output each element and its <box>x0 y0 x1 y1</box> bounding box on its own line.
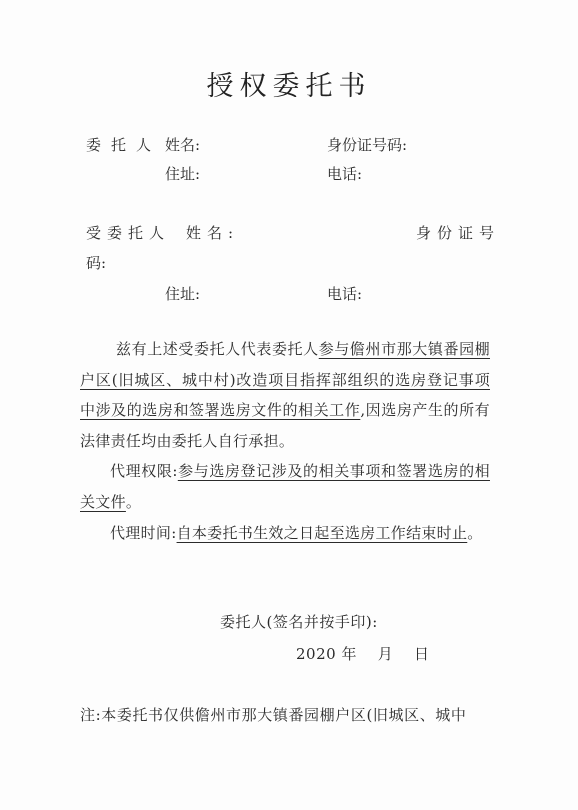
agency-period-label: 代理时间: <box>110 524 177 542</box>
signature-label: 委托人(签名并按手印): <box>220 613 378 631</box>
agency-scope-underlined: 参与选房登记涉及的相关事项和签署选房的相关文件 <box>80 462 490 511</box>
agency-period-underlined: 自本委托书生效之日起至选房工作结束时止 <box>176 524 468 542</box>
agency-scope-paragraph <box>80 456 490 517</box>
agent-id-label-cont: 码: <box>86 254 107 272</box>
principal-address-label: 住址: <box>165 165 201 183</box>
signature-date: 2020 年 月 日 <box>296 645 430 663</box>
agency-scope-label: 代理权限: <box>110 462 178 480</box>
authorization-scope-underlined: 参与儋州市那大镇番园棚户区(旧城区、城中村)改造项目指挥部组织的选房登记事项中涉及的选房和签署选房文件的相关工作 <box>80 340 490 419</box>
agent-name-label: 姓名: <box>186 224 240 242</box>
paragraph-tail: ,因选房产生的所有法律责任均由委托人自行承担。 <box>80 401 490 450</box>
principal-name-label: 姓名: <box>165 136 201 154</box>
agent-address-label: 住址: <box>165 285 201 303</box>
principal-phone-label: 电话: <box>327 165 363 183</box>
principal-id-label: 身份证号码: <box>327 136 408 154</box>
agent-phone-label: 电话: <box>327 285 363 303</box>
authorization-paragraph <box>80 334 490 456</box>
document-title: 授权委托书 <box>206 71 372 102</box>
agent-id-label: 身份证号 <box>416 224 501 242</box>
agency-period-tail: 。 <box>467 524 483 542</box>
footnote: 注:本委托书仅供儋州市那大镇番园棚户区(旧城区、城中 <box>80 706 467 724</box>
paragraph-lead: 兹有上述受委托人代表委托人 <box>116 340 319 358</box>
agency-period-paragraph <box>80 518 490 549</box>
agent-label: 受委托人 <box>86 224 171 242</box>
agency-scope-tail: 。 <box>125 492 142 511</box>
principal-label: 委托人 <box>86 136 162 154</box>
